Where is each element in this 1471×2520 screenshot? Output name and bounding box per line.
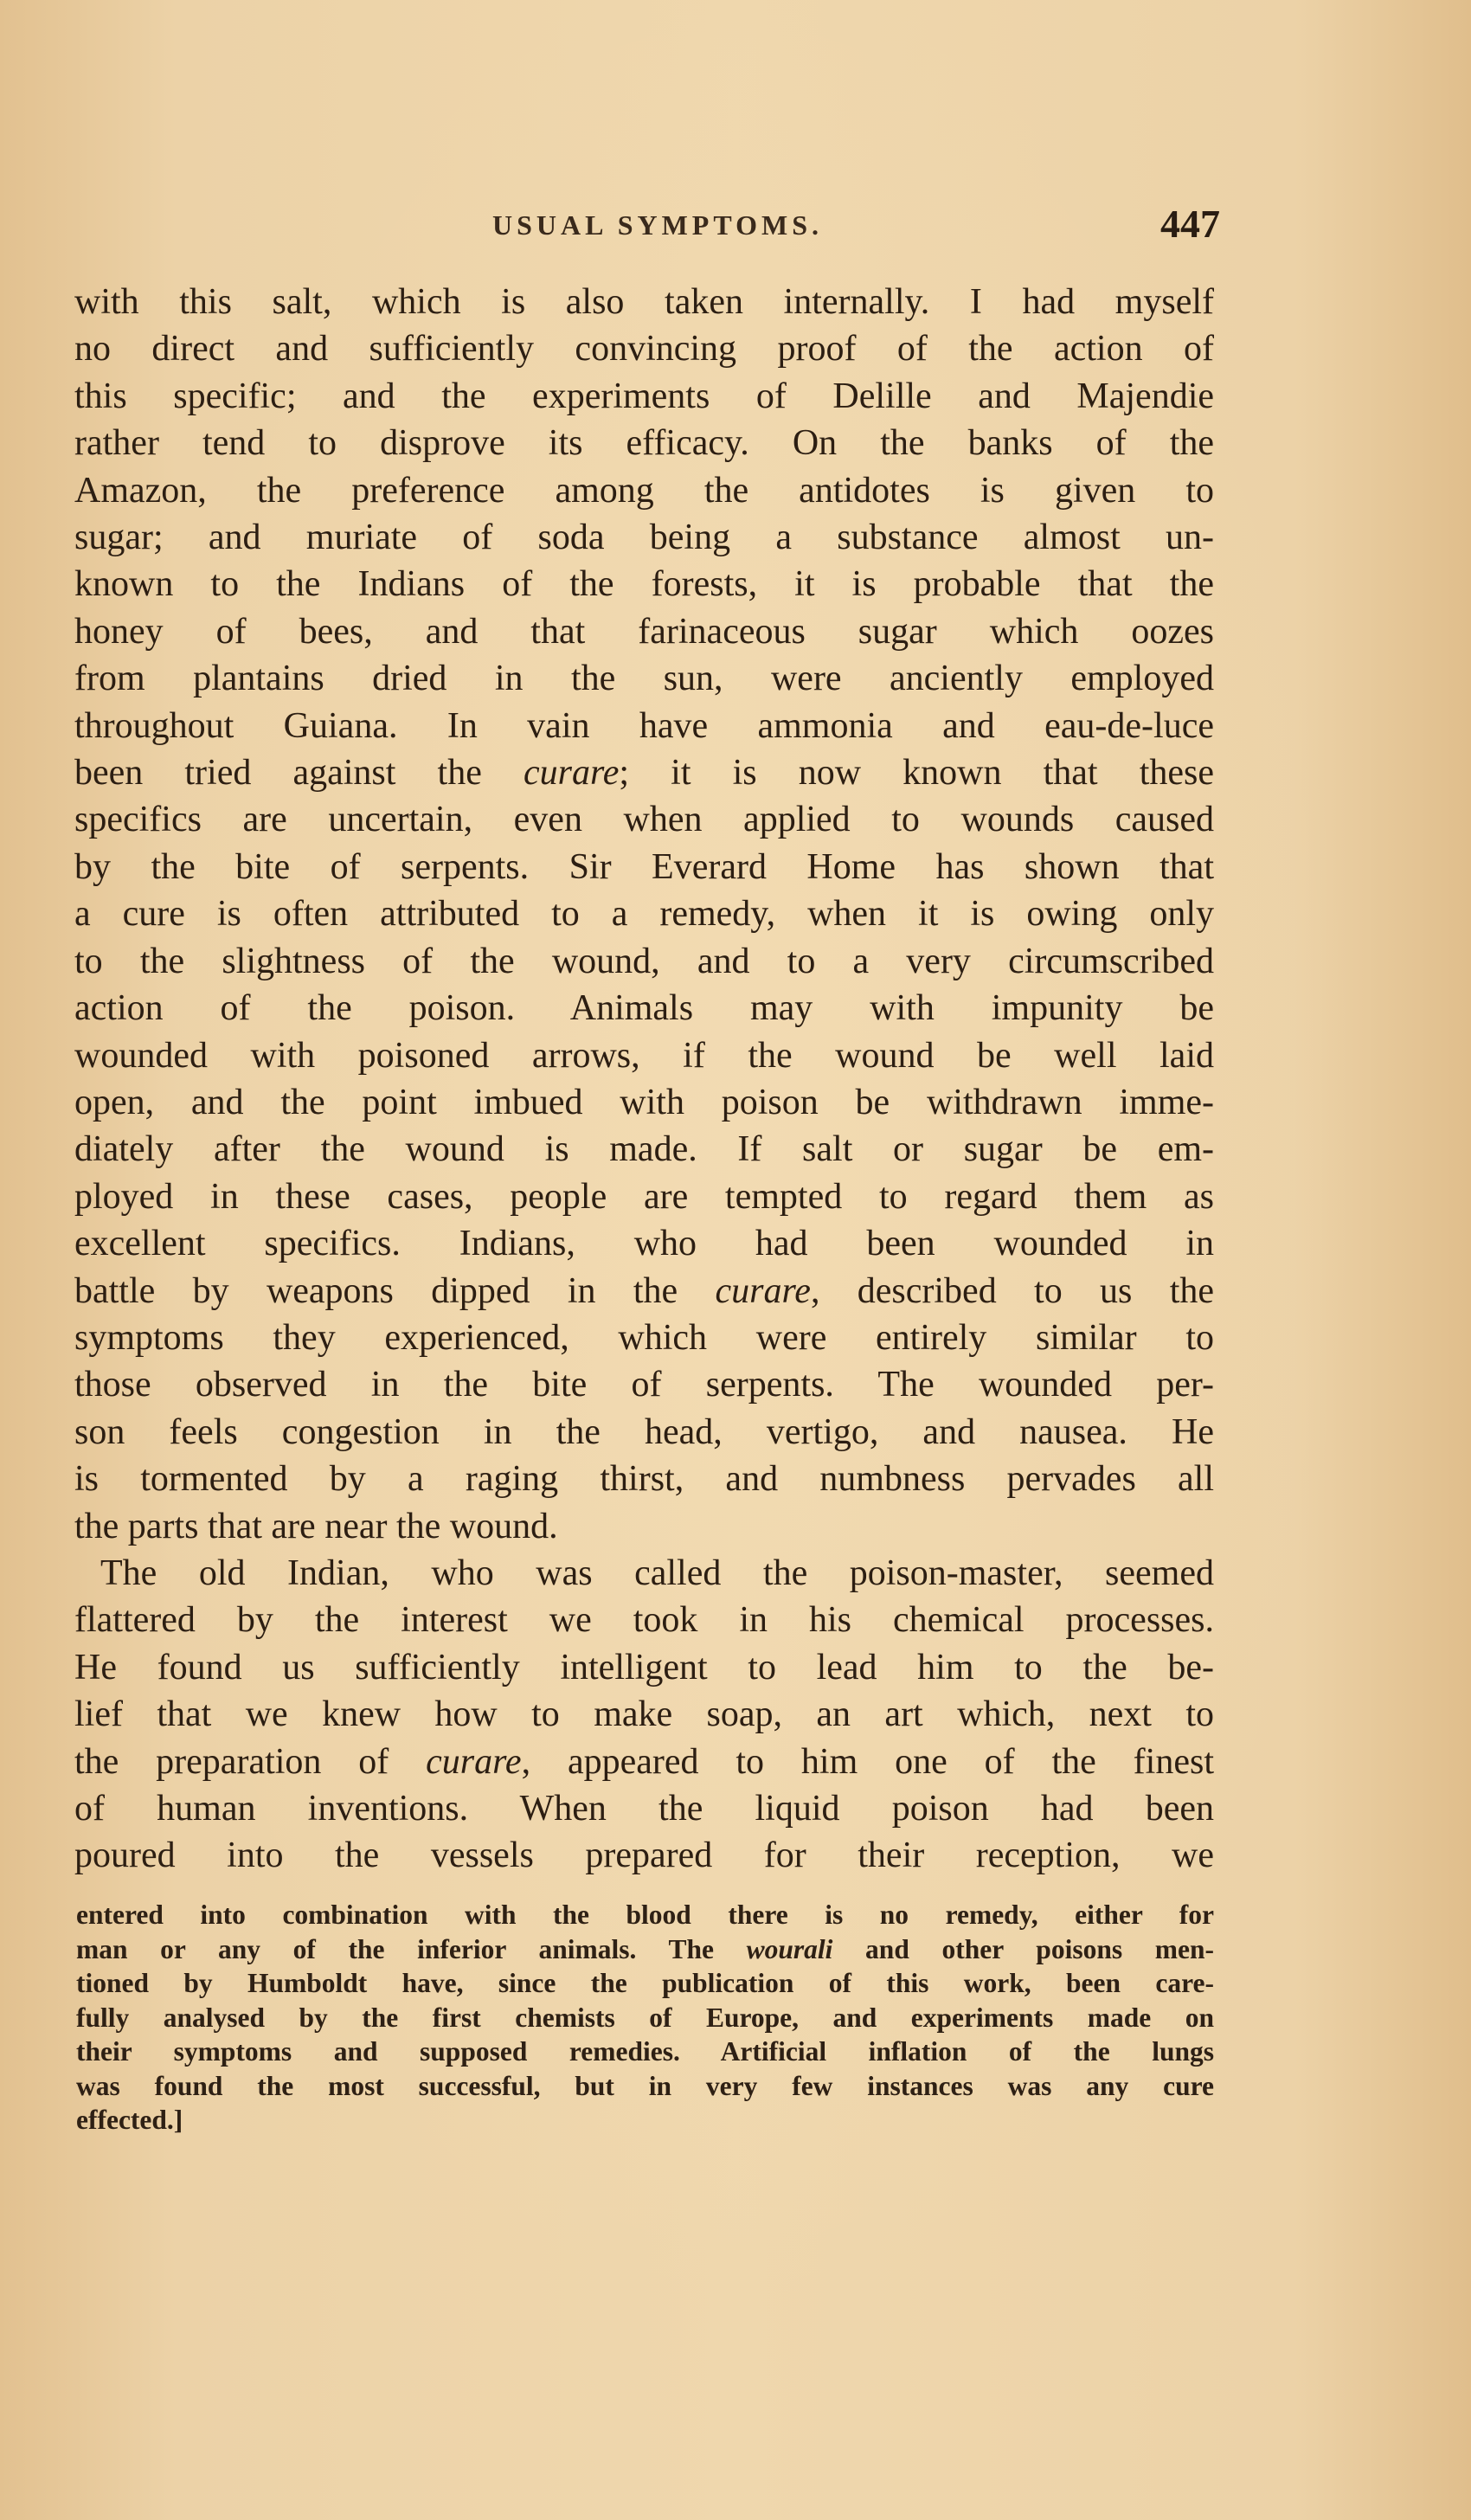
- text-segment: the preparation of: [74, 1741, 427, 1782]
- text-line: is tormented by a raging thirst, and numbness pervades all: [74, 1459, 1214, 1500]
- text-line: [74, 1739, 1214, 1785]
- text-line: wounded with poisoned arrows, if the wound be well laid: [74, 1035, 1214, 1076]
- text-line: throughout Guiana. In vain have ammonia and eau-de-luce: [74, 705, 1214, 746]
- text-line: no direct and sufficiently convincing proof of the action of: [74, 329, 1214, 370]
- italic-term: curare: [426, 1741, 522, 1782]
- text-line: specifics are uncertain, even when applied to wounds caused: [74, 800, 1214, 840]
- footnote-line: entered into combination with the blood there is no remedy, either for: [76, 1900, 1214, 1930]
- text-line: sugar; and muriate of soda being a substance almost un-: [74, 518, 1214, 558]
- text-line: of human inventions. When the liquid poison had been: [74, 1789, 1214, 1829]
- text-line: The old Indian, who was called the poison-master, seemed: [100, 1552, 1214, 1593]
- text-line: to the slightness of the wound, and to a very circumscribed: [74, 941, 1214, 981]
- text-segment: battle by weapons dipped in the: [74, 1270, 716, 1311]
- page-number: 447: [1160, 202, 1220, 246]
- text-segment: , described to us the: [810, 1270, 1214, 1311]
- text-segment: man or any of the inferior animals. The: [76, 1933, 747, 1964]
- footnote-line: fully analysed by the first chemists of Europe, and experiments made on: [76, 2002, 1214, 2033]
- text-line: He found us sufficiently intelligent to lead him to the be-: [74, 1647, 1214, 1688]
- italic-term: curare: [715, 1270, 811, 1311]
- text-line: with this salt, which is also taken internally. I had myself: [74, 282, 1214, 322]
- text-segment: and other poisons men-: [832, 1933, 1214, 1964]
- text-line: lief that we knew how to make soap, an art which, next to: [74, 1694, 1214, 1735]
- footnote-line: was found the most successful, but in very few instances was any cure: [76, 2070, 1214, 2101]
- text-line: open, and the point imbued with poison be withdrawn imme-: [74, 1082, 1214, 1122]
- footnote-line: their symptoms and supposed remedies. Artificial inflation of the lungs: [76, 2036, 1214, 2067]
- text-line: excellent specifics. Indians, who had been wounded in: [74, 1224, 1214, 1264]
- footnote-line: [76, 1932, 1214, 1967]
- italic-term: wourali: [746, 1933, 833, 1964]
- page-header: [95, 201, 1220, 253]
- text-line: flattered by the interest we took in his chemical processes.: [74, 1600, 1214, 1641]
- text-segment: , appeared to him one of the finest: [521, 1741, 1214, 1782]
- footnote-line: effected.]: [76, 2105, 183, 2135]
- text-line: honey of bees, and that farinaceous sugar which oozes: [74, 611, 1214, 652]
- text-line: action of the poison. Animals may with impunity be: [74, 988, 1214, 1029]
- text-line: those observed in the bite of serpents. The wounded per-: [74, 1365, 1214, 1405]
- body-text: [74, 279, 1214, 1880]
- text-line: diately after the wound is made. If salt or sugar be em-: [74, 1129, 1214, 1170]
- text-line: known to the Indians of the forests, it is probable that the: [74, 564, 1214, 605]
- text-line: the parts that are near the wound.: [74, 1506, 558, 1546]
- text-line: ployed in these cases, people are tempted to regard them as: [74, 1176, 1214, 1217]
- text-line: this specific; and the experiments of Delille and Majendie: [74, 376, 1214, 416]
- text-line: a cure is often attributed to a remedy, when it is owing only: [74, 894, 1214, 935]
- text-line: poured into the vessels prepared for their reception, we: [74, 1835, 1214, 1876]
- text-line: symptoms they experienced, which were entirely similar to: [74, 1317, 1214, 1358]
- footnote: [76, 1898, 1214, 2138]
- text-line: from plantains dried in the sun, were anciently employed: [74, 659, 1214, 699]
- text-line: son feels congestion in the head, vertigo, and nausea. He: [74, 1411, 1214, 1452]
- footnote-line: tioned by Humboldt have, since the publication of this work, been care-: [76, 1968, 1214, 1998]
- text-line: [74, 1268, 1214, 1315]
- text-line: [74, 749, 1214, 796]
- text-line: rather tend to disprove its efficacy. On the banks of the: [74, 423, 1214, 464]
- italic-term: curare: [523, 753, 620, 794]
- text-segment: ; it is now known that these: [619, 753, 1214, 794]
- text-segment: been tried against the: [74, 753, 524, 794]
- running-head: USUAL SYMPTOMS.: [491, 209, 823, 241]
- text-line: Amazon, the preference among the antidotes is given to: [74, 470, 1214, 511]
- text-line: by the bite of serpents. Sir Everard Home has shown that: [74, 846, 1214, 887]
